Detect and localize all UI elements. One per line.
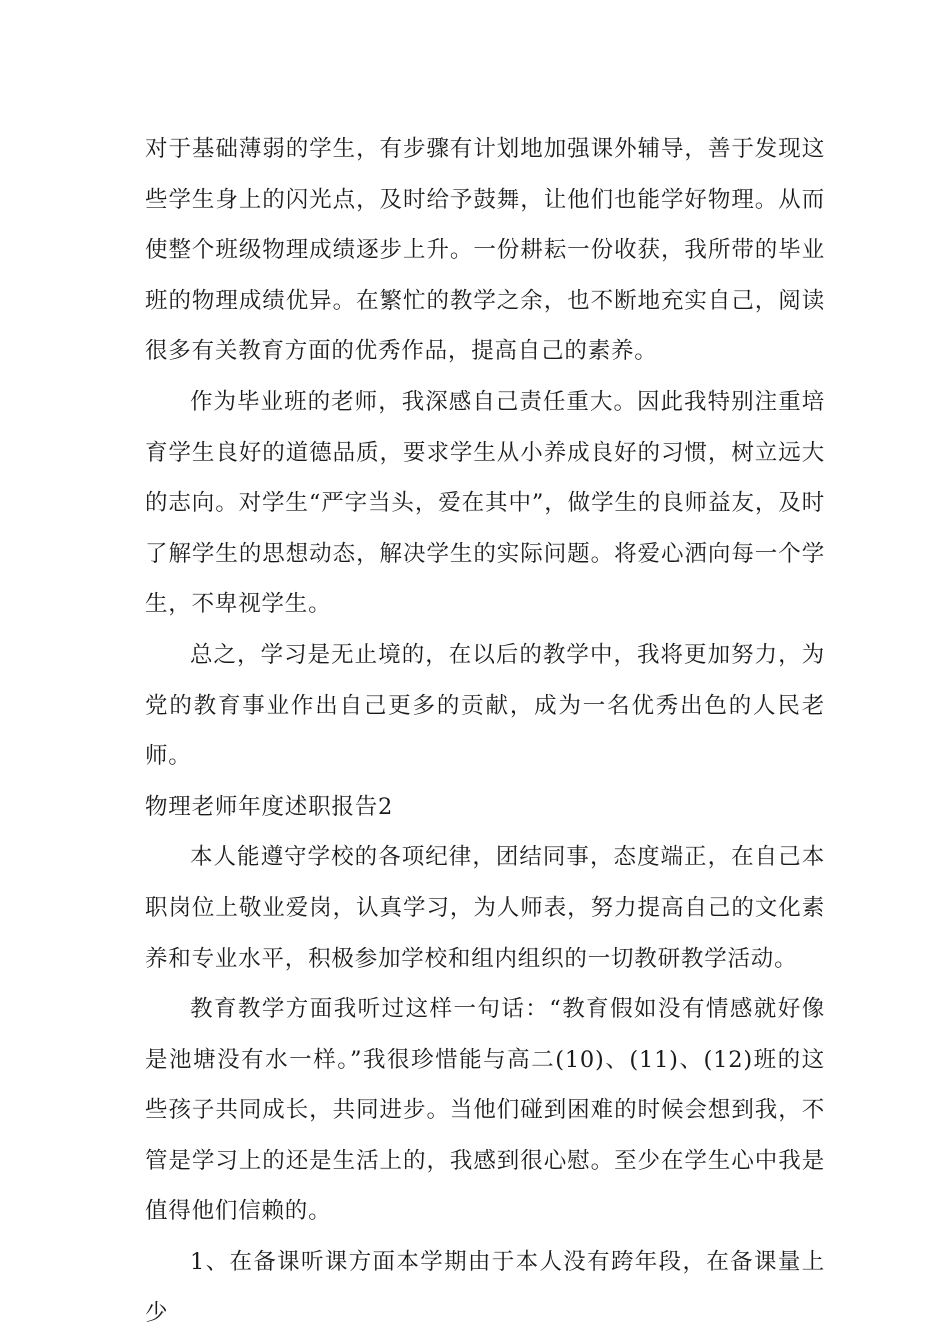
paragraph-graduating-class-responsibility: 作为毕业班的老师，我深感自己责任重大。因此我特别注重培育学生良好的道德品质，要求学生从小养成良好的习惯，树立远大的志向。对学生“严字当头，爱在其中”，做学生的良师益友，及时了解学生的思想动态，解决学生的实际问题。将爱心洒向每一个学生，不卑视学生。	[145, 388, 825, 618]
paragraph-lesson-preparation: 1、在备课听课方面本学期由于本人没有跨年段，在备课量上少	[145, 1249, 825, 1326]
section-title: 物理老师年度述职报告2	[145, 793, 394, 820]
paragraph-discipline: 本人能遵守学校的各项纪律，团结同事，态度端正，在自己本职岗位上敬业爱岗，认真学习，为人师表，努力提高自己的文化素养和专业水平，积极参加学校和组内组织的一切教研教学活动。	[145, 844, 825, 972]
paragraph-teaching-emotion: 教育教学方面我听过这样一句话：“教育假如没有情感就好像是池塘没有水一样。”我很珍惜能与高二(10)、(11)、(12)班的这些孩子共同成长，共同进步。当他们碰到困难的时候会想到我，不管是学习上的还是生活上的，我感到很心慰。至少在学生心中我是值得他们信赖的。	[145, 996, 825, 1225]
paragraph-conclusion: 总之，学习是无止境的，在以后的教学中，我将更加努力，为党的教育事业作出自己更多的贡献，成为一名优秀出色的人民老师。	[145, 641, 825, 770]
paragraph-support-weak-students: 对于基础薄弱的学生，有步骤有计划地加强课外辅导，善于发现这些学生身上的闪光点，及时给予鼓舞，让他们也能学好物理。从而使整个班级物理成绩逐步上升。一份耕耘一份收获，我所带的毕业班的物理成绩优异。在繁忙的教学之余，也不断地充实自己，阅读很多有关教育方面的优秀作品，提高自己的素养。	[145, 136, 825, 365]
document-body	[145, 124, 825, 1338]
